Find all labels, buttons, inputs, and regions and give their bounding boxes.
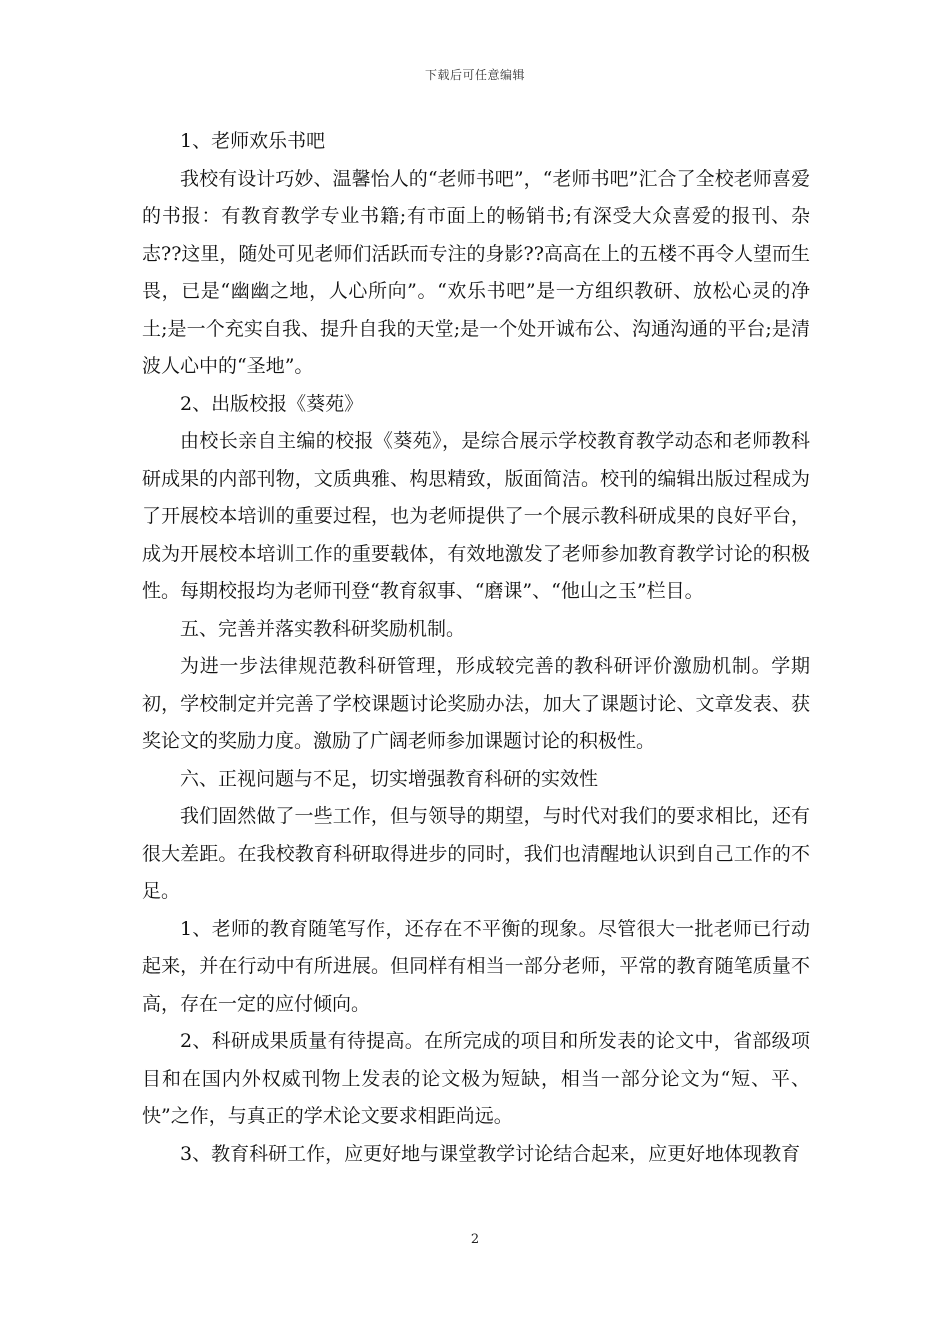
paragraph-reward-mechanism: 为进一步法律规范教科研管理，形成较完善的教科研评价激励机制。学期初，学校制定并完善了学校课题讨论奖励办法，加大了课题讨论、文章发表、获奖论文的奖励力度。激励了广阔老师参加课题讨论的积极性。 bbox=[142, 655, 810, 752]
heading-teacher-book-bar: 1、老师欢乐书吧 bbox=[180, 130, 326, 152]
paragraph-issue-three: 3、教育科研工作，应更好地与课堂教学讨论结合起来，应更好地体现教育 bbox=[180, 1142, 801, 1165]
heading-school-newspaper: 2、出版校报《葵苑》 bbox=[180, 392, 364, 415]
paragraph-issue-one: 1、老师的教育随笔写作，还存在不平衡的现象。尽管很大一批老师已行动起来，并在行动中有所进展。但同样有相当一部分老师，平常的教育随笔质量不高，存在一定的应付倾向。 bbox=[142, 917, 810, 1015]
heading-section-five: 五、完善并落实教科研奖励机制。 bbox=[180, 617, 466, 640]
document-body bbox=[142, 123, 810, 1173]
page-number: 2 bbox=[470, 1232, 480, 1247]
paragraph-shortcomings-intro: 我们固然做了一些工作，但与领导的期望，与时代对我们的要求相比，还有很大差距。在我校教育科研取得进步的同时，我们也清醒地认识到自己工作的不足。 bbox=[142, 805, 810, 902]
paragraph-school-newspaper-description: 由校长亲自主编的校报《葵苑》，是综合展示学校教育教学动态和老师教科研成果的内部刊物，文质典雅、构思精致，版面简洁。校刊的编辑出版过程成为了开展校本培训的重要过程，也为老师提供了一个展示教科研成果的良好平台，成为开展校本培训工作的重要载体，有效地激发了老师参加教育教学讨论的积极性。每期校报均为老师刊登“教育叙事、“磨课”、“他山之玉”栏目。 bbox=[142, 430, 810, 602]
heading-section-six: 六、正视问题与不足，切实增强教育科研的实效性 bbox=[180, 767, 599, 790]
paragraph-issue-two: 2、科研成果质量有待提高。在所完成的项目和所发表的论文中，省部级项目和在国内外权威刊物上发表的论文极为短缺，相当一部分论文为“短、平、快”之作，与真正的学术论文要求相距尚远。 bbox=[142, 1030, 810, 1127]
header-note: 下载后可任意编辑 bbox=[424, 68, 525, 82]
paragraph-book-bar-description: 我校有设计巧妙、温馨怡人的“老师书吧”，“老师书吧”汇合了全校老师喜爱的书报：有教育教学专业书籍;有市面上的畅销书;有深受大众喜爱的报刊、杂志??这里，随处可见老师们活跃而专注的身影??高高在上的五楼不再令人望而生畏，已是“幽幽之地，人心所向”。“欢乐书吧”是一方组织教研、放松心灵的净土;是一个充实自我、提升自我的天堂;是一个处开诚布公、沟通沟通的平台;是清波人心中的“圣地”。 bbox=[142, 167, 810, 377]
